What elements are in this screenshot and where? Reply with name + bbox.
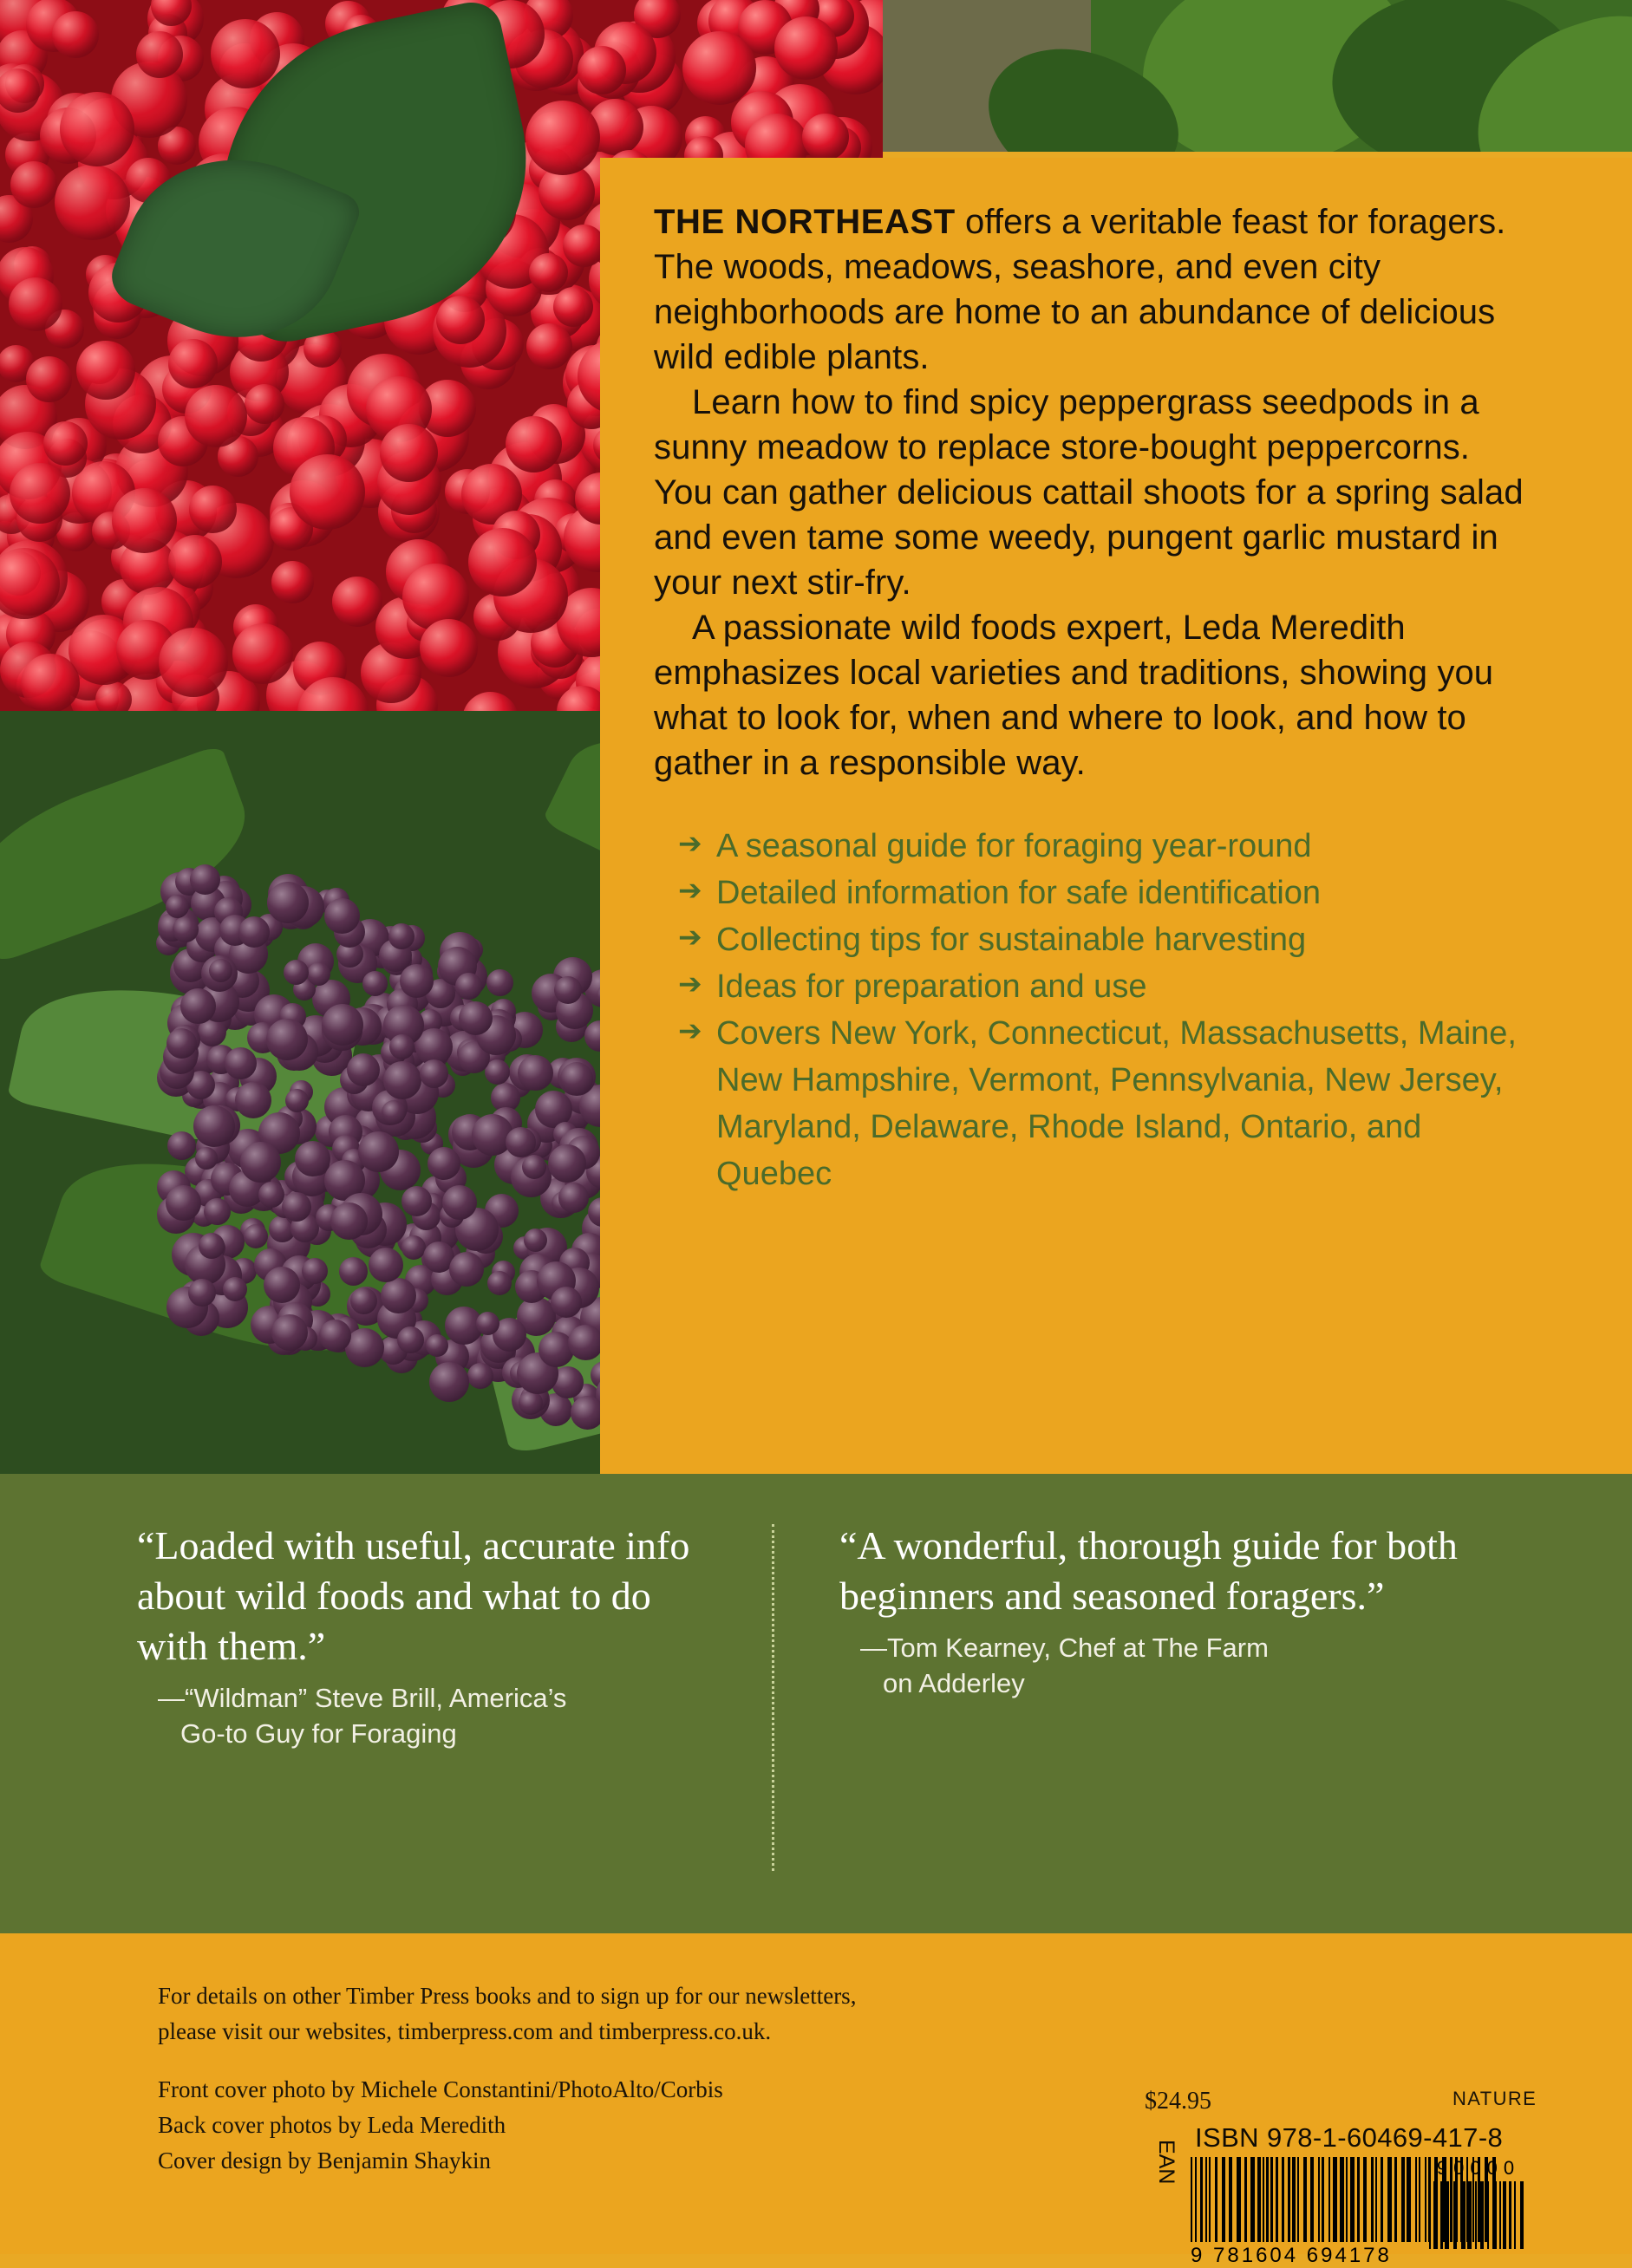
quote-attribution: [158, 1680, 709, 1751]
quote-attribution-line1: —Tom Kearney, Chef at The Farm: [860, 1632, 1269, 1663]
list-item: [654, 824, 1531, 870]
description-paragraph-1: [654, 199, 1531, 380]
arrow-icon: ➔: [678, 827, 702, 859]
bullet-label: Covers New York, Connecticut, Massachusetts, Maine, New Hampshire, Vermont, Pennsylvania, New Jersey, Maryland, Delaware, Rhode Island, Ontario, and Quebec: [716, 1014, 1517, 1192]
testimonial-right: [839, 1521, 1481, 1701]
paragraph-1-rest: offers a veritable feast for foragers. The woods, meadows, seashore, and even city neighborhoods are home to an abundance of delicious wild edible plants.: [654, 203, 1506, 376]
newsletter-line-1: For details on other Timber Press books and to sign up for our newsletters,: [158, 1983, 857, 2009]
quote-attribution-line2: Go-to Guy for Foraging: [180, 1718, 457, 1750]
vertical-divider: [772, 1524, 774, 1871]
quote-text: “A wonderful, thorough guide for both beginners and seasoned foragers.”: [839, 1523, 1458, 1618]
quote-attribution-line2: on Adderley: [883, 1668, 1025, 1699]
bullet-label: Detailed information for safe identification: [716, 874, 1322, 911]
cover-design-credit: Cover design by Benjamin Shaykin: [158, 2147, 491, 2174]
bullet-label: A seasonal guide for foraging year-round: [716, 828, 1312, 864]
list-item: [654, 870, 1531, 917]
quote-text: “Loaded with useful, accurate info about wild foods and what to do with them.”: [137, 1523, 690, 1668]
arrow-icon: ➔: [678, 1013, 702, 1046]
photo-green-leaves: [883, 0, 1632, 152]
barcode-addon-bars: [1429, 2181, 1528, 2249]
list-item: [654, 917, 1531, 964]
bullet-label: Ideas for preparation and use: [716, 968, 1147, 1005]
newsletter-note: [158, 1978, 1025, 2050]
description-paragraph-3: A passionate wild foods expert, Leda Meredith emphasizes local varieties and traditions, showing you what to look for, when and where to look, and how to gather in a responsible way.: [654, 609, 1494, 782]
barcode-digit-lead: 9: [1191, 2244, 1205, 2267]
description-paragraph-2: Learn how to find spicy peppergrass seedpods in a sunny meadow to replace store-bought peppercorns. You can gather delicious cattail shoots for a spring salad and even tame some weedy, pungent garlic mustard in your next stir-fry.: [654, 383, 1524, 602]
arrow-icon: ➔: [678, 920, 702, 953]
list-item: [654, 964, 1531, 1011]
testimonial-left: [137, 1521, 709, 1751]
description-panel: [600, 158, 1632, 1510]
newsletter-line-2: please visit our websites, timberpress.com and timberpress.co.uk.: [158, 2018, 772, 2045]
barcode-addon: [1429, 2157, 1528, 2249]
list-item: [654, 1011, 1531, 1198]
publisher-band: [0, 1933, 1632, 2267]
quote-attribution-line1: —“Wildman” Steve Brill, America’s: [158, 1682, 567, 1713]
credits-block: [158, 1978, 1025, 2179]
bullet-label: Collecting tips for sustainable harvesting: [716, 921, 1307, 958]
barcode-digit-main: 781604 694178: [1213, 2244, 1392, 2267]
quote-attribution: [860, 1630, 1481, 1701]
ean-label: EAN: [1154, 2140, 1178, 2185]
back-cover-credit: Back cover photos by Leda Meredith: [158, 2112, 506, 2139]
feature-bullet-list: [654, 824, 1531, 1198]
arrow-icon: ➔: [678, 967, 702, 1000]
price-label: $24.95: [1145, 2088, 1211, 2115]
isbn-label: ISBN 978-1-60469-417-8: [1195, 2122, 1504, 2153]
lead-in-text: THE NORTHEAST: [654, 203, 956, 241]
front-cover-credit: Front cover photo by Michele Constantini/PhotoAlto/Corbis: [158, 2076, 723, 2103]
arrow-icon: ➔: [678, 873, 702, 906]
barcode-addon-digits: 90000: [1436, 2157, 1521, 2179]
category-label: NATURE: [1452, 2088, 1537, 2109]
testimonial-band: [0, 1474, 1632, 1933]
